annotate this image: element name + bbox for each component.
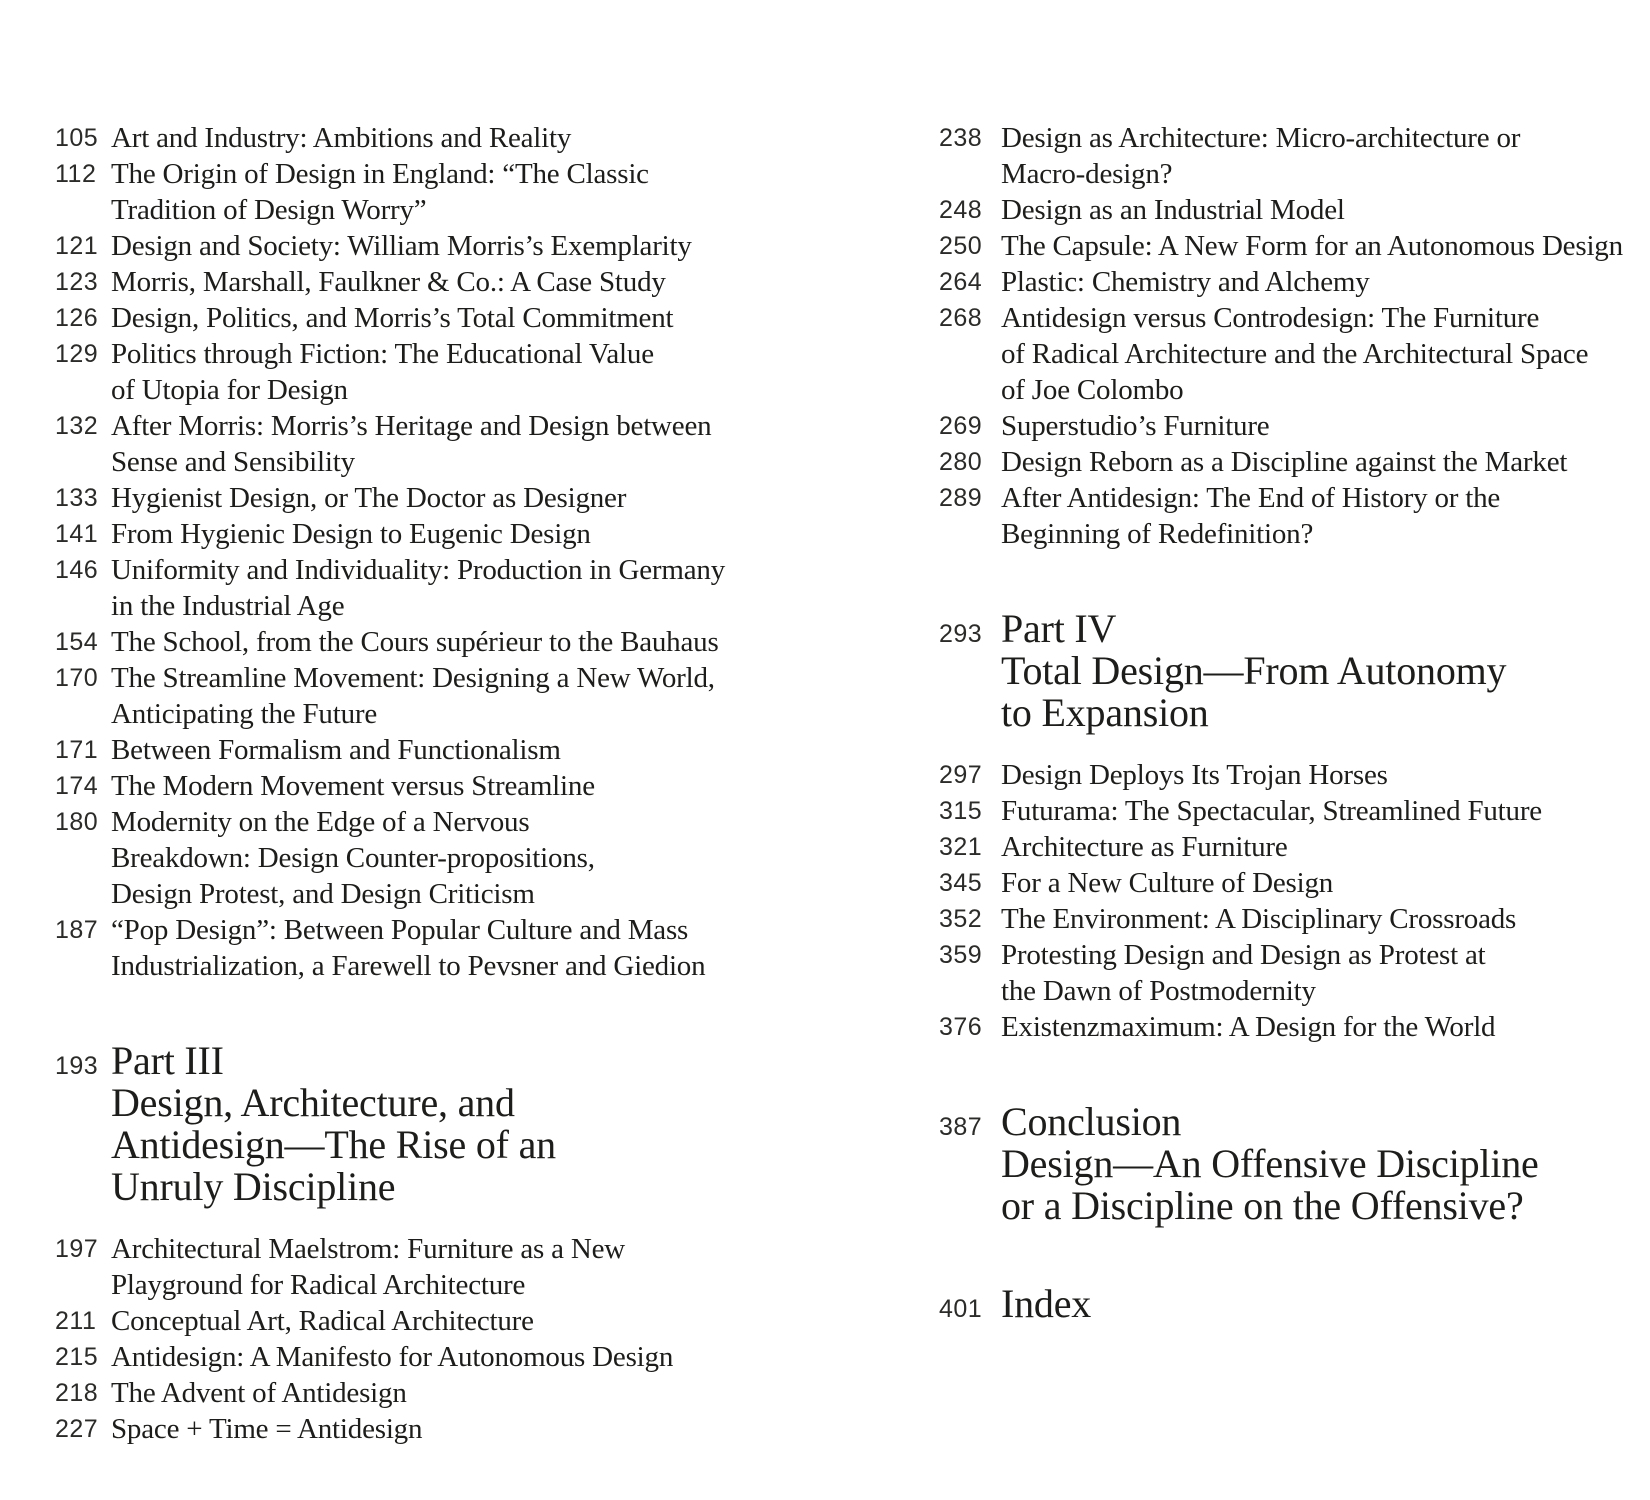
entry-title <box>1001 865 1333 901</box>
title-line: Design, Politics, and Morris’s Total Commitment <box>111 302 674 334</box>
toc-entry <box>55 732 939 768</box>
toc-entry <box>55 300 939 336</box>
toc-column-right <box>939 120 1644 1353</box>
entry-title <box>111 1339 673 1375</box>
title-line: Breakdown: Design Counter-propositions, <box>111 842 595 874</box>
entry-title <box>111 120 571 156</box>
toc-entry <box>55 1303 939 1339</box>
toc-entry <box>55 804 939 912</box>
title-line: of Joe Colombo <box>1001 374 1184 406</box>
toc-entry <box>939 192 1644 228</box>
page-number: 170 <box>55 664 99 692</box>
entry-title <box>1001 264 1370 300</box>
toc-entry <box>55 624 939 660</box>
entry-title <box>111 516 591 552</box>
toc-entry <box>939 1009 1644 1045</box>
title-line: Tradition of Design Worry” <box>111 194 427 226</box>
title-line: Design Reborn as a Discipline against the Market <box>1001 446 1568 478</box>
part-title <box>1001 1101 1539 1227</box>
title-line: Part IV <box>1001 606 1117 651</box>
toc-entry <box>55 408 939 480</box>
toc-entry <box>55 1411 939 1447</box>
entry-title <box>111 156 649 228</box>
title-line: Politics through Fiction: The Educational Value <box>111 338 654 370</box>
page-number: 211 <box>55 1307 97 1335</box>
title-line: After Morris: Morris’s Heritage and Design between <box>111 410 712 442</box>
toc-entry <box>55 480 939 516</box>
title-line: Conceptual Art, Radical Architecture <box>111 1305 534 1337</box>
toc-entry <box>939 480 1644 552</box>
title-line: Total Design—From Autonomy <box>1001 648 1507 693</box>
page-number: 289 <box>939 484 983 512</box>
toc-entry <box>55 768 939 804</box>
toc-part-heading <box>939 608 1644 734</box>
toc-entry <box>55 552 939 624</box>
title-line: The Origin of Design in England: “The Classic <box>111 158 649 190</box>
entry-title <box>111 912 705 984</box>
entry-title <box>111 1411 422 1447</box>
toc-entry <box>55 264 939 300</box>
entry-title <box>111 264 666 300</box>
title-line: Architecture as Furniture <box>1001 831 1288 863</box>
toc-entry <box>55 516 939 552</box>
title-line: Architectural Maelstrom: Furniture as a New <box>111 1233 626 1265</box>
part-title <box>1001 608 1506 734</box>
page-number: 315 <box>939 797 983 825</box>
entry-title <box>111 768 595 804</box>
toc-entry <box>939 408 1644 444</box>
title-line: of Utopia for Design <box>111 374 348 406</box>
page-number: 187 <box>55 916 99 944</box>
toc-entry <box>55 156 939 228</box>
title-line: Index <box>1001 1281 1092 1326</box>
page-number: 180 <box>55 808 99 836</box>
entry-title <box>1001 480 1500 552</box>
entry-title <box>111 1375 407 1411</box>
page-number: 297 <box>939 761 983 789</box>
title-line: Between Formalism and Functionalism <box>111 734 561 766</box>
page-number: 376 <box>939 1013 983 1041</box>
entry-title <box>111 660 715 732</box>
entry-title <box>1001 937 1486 1009</box>
page-number: 193 <box>55 1052 99 1080</box>
title-line: the Dawn of Postmodernity <box>1001 975 1316 1007</box>
page-number: 268 <box>939 304 983 332</box>
title-line: The Advent of Antidesign <box>111 1377 407 1409</box>
toc-part-heading <box>55 1040 939 1208</box>
title-line: to Expansion <box>1001 690 1209 735</box>
title-line: Plastic: Chemistry and Alchemy <box>1001 266 1370 298</box>
title-line: Morris, Marshall, Faulkner & Co.: A Case Study <box>111 266 666 298</box>
title-line: in the Industrial Age <box>111 590 345 622</box>
toc-entry <box>55 1231 939 1303</box>
title-line: The Modern Movement versus Streamline <box>111 770 595 802</box>
page-number: 293 <box>939 620 983 648</box>
title-line: From Hygienic Design to Eugenic Design <box>111 518 591 550</box>
title-line: Antidesign versus Controdesign: The Furniture <box>1001 302 1540 334</box>
entry-title <box>1001 120 1520 192</box>
entry-title <box>1001 829 1288 865</box>
title-line: or a Discipline on the Offensive? <box>1001 1183 1524 1228</box>
page-number: 359 <box>939 941 983 969</box>
page-number: 129 <box>55 340 99 368</box>
page-number: 141 <box>55 520 99 548</box>
entry-title <box>1001 901 1516 937</box>
page-number: 146 <box>55 556 99 584</box>
page-number: 248 <box>939 196 983 224</box>
title-line: Uniformity and Individuality: Production in Germany <box>111 554 726 586</box>
title-line: Art and Industry: Ambitions and Reality <box>111 122 572 154</box>
title-line: Conclusion <box>1001 1099 1182 1144</box>
toc-entry <box>939 120 1644 192</box>
entry-title <box>1001 300 1588 408</box>
page-number: 121 <box>55 232 99 260</box>
entry-title <box>111 228 692 264</box>
title-line: Superstudio’s Furniture <box>1001 410 1270 442</box>
entry-title <box>111 552 725 624</box>
page-number: 171 <box>55 736 99 764</box>
toc-entry <box>939 901 1644 937</box>
toc-part-heading <box>939 1101 1644 1227</box>
title-line: Antidesign—The Rise of an <box>111 1122 556 1167</box>
page-number: 126 <box>55 304 99 332</box>
toc-entry <box>55 228 939 264</box>
title-line: Anticipating the Future <box>111 698 378 730</box>
toc-entry <box>939 228 1644 264</box>
title-line: Design Protest, and Design Criticism <box>111 878 535 910</box>
part-title <box>1001 1283 1091 1325</box>
toc-entry <box>939 757 1644 793</box>
page-number: 174 <box>55 772 99 800</box>
title-line: Design, Architecture, and <box>111 1080 515 1125</box>
title-line: Hygienist Design, or The Doctor as Designer <box>111 482 627 514</box>
title-line: The Capsule: A New Form for an Autonomous Design <box>1001 230 1623 262</box>
page-number: 197 <box>55 1235 99 1263</box>
entry-title <box>1001 793 1542 829</box>
title-line: Industrialization, a Farewell to Pevsner and Giedion <box>111 950 706 982</box>
title-line: Modernity on the Edge of a Nervous <box>111 806 530 838</box>
entry-title <box>1001 192 1345 228</box>
title-line: Existenzmaximum: A Design for the World <box>1001 1011 1496 1043</box>
page-number: 154 <box>55 628 99 656</box>
title-line: The Environment: A Disciplinary Crossroads <box>1001 903 1517 935</box>
toc-entry <box>55 912 939 984</box>
toc-part-heading <box>939 1283 1644 1330</box>
toc-entry <box>939 865 1644 901</box>
title-line: Part III <box>111 1038 224 1083</box>
page-number: 133 <box>55 484 99 512</box>
title-line: Space + Time = Antidesign <box>111 1413 423 1445</box>
title-line: “Pop Design”: Between Popular Culture and Mass <box>111 914 689 946</box>
title-line: The School, from the Cours supérieur to the Bauhaus <box>111 626 719 658</box>
entry-title <box>1001 444 1567 480</box>
title-line: Protesting Design and Design as Protest at <box>1001 939 1486 971</box>
entry-title <box>111 480 626 516</box>
entry-title <box>111 408 711 480</box>
entry-title <box>111 1303 534 1339</box>
page-number: 227 <box>55 1415 99 1443</box>
toc-entry <box>55 1375 939 1411</box>
toc-entry <box>55 660 939 732</box>
toc-entry <box>939 264 1644 300</box>
toc-entry <box>939 300 1644 408</box>
page-number: 123 <box>55 268 99 296</box>
entry-title <box>111 732 561 768</box>
title-line: Design Deploys Its Trojan Horses <box>1001 759 1388 791</box>
page-number: 218 <box>55 1379 99 1407</box>
page-number: 352 <box>939 905 983 933</box>
toc-column-left <box>55 120 939 1447</box>
title-line: Macro-design? <box>1001 158 1173 190</box>
page-number: 132 <box>55 412 99 440</box>
title-line: Playground for Radical Architecture <box>111 1269 526 1301</box>
entry-title <box>111 624 719 660</box>
entry-title <box>111 804 595 912</box>
entry-title <box>111 300 673 336</box>
page-number: 269 <box>939 412 983 440</box>
title-line: Antidesign: A Manifesto for Autonomous Design <box>111 1341 674 1373</box>
entry-title <box>111 1231 625 1303</box>
page-number: 238 <box>939 124 983 152</box>
title-line: Design as an Industrial Model <box>1001 194 1345 226</box>
title-line: For a New Culture of Design <box>1001 867 1334 899</box>
part-title <box>111 1040 556 1208</box>
toc-entry <box>939 937 1644 1009</box>
page-number: 387 <box>939 1113 983 1141</box>
title-line: Design and Society: William Morris’s Exemplarity <box>111 230 692 262</box>
page-number: 401 <box>939 1295 983 1323</box>
toc-entry <box>939 444 1644 480</box>
title-line: Sense and Sensibility <box>111 446 355 478</box>
toc-entry <box>55 120 939 156</box>
title-line: Futurama: The Spectacular, Streamlined Future <box>1001 795 1542 827</box>
page-number: 280 <box>939 448 983 476</box>
toc-columns <box>55 120 1650 1447</box>
title-line: of Radical Architecture and the Architectural Space <box>1001 338 1589 370</box>
page-number: 345 <box>939 869 983 897</box>
page-number: 112 <box>55 160 97 188</box>
title-line: After Antidesign: The End of History or the <box>1001 482 1501 514</box>
title-line: The Streamline Movement: Designing a New World, <box>111 662 715 694</box>
page-number: 321 <box>939 833 983 861</box>
entry-title <box>1001 1009 1495 1045</box>
title-line: Design—An Offensive Discipline <box>1001 1141 1539 1186</box>
page-number: 264 <box>939 268 983 296</box>
toc-entry <box>55 336 939 408</box>
toc-entry <box>939 829 1644 865</box>
title-line: Beginning of Redefinition? <box>1001 518 1314 550</box>
title-line: Unruly Discipline <box>111 1164 396 1209</box>
title-line: Design as Architecture: Micro-architecture or <box>1001 122 1521 154</box>
page-number: 250 <box>939 232 983 260</box>
entry-title <box>111 336 654 408</box>
toc-entry <box>939 793 1644 829</box>
page-number: 105 <box>55 124 99 152</box>
entry-title <box>1001 228 1623 264</box>
page-number: 215 <box>55 1343 99 1371</box>
entry-title <box>1001 408 1269 444</box>
entry-title <box>1001 757 1388 793</box>
toc-entry <box>55 1339 939 1375</box>
